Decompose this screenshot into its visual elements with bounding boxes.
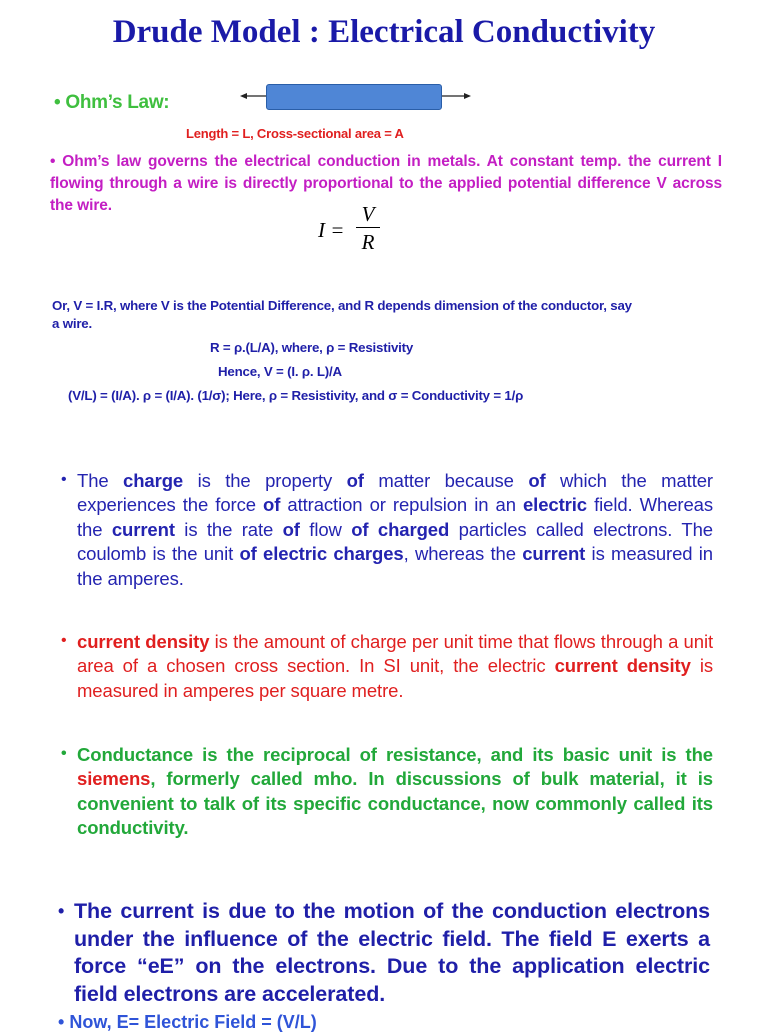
bullet-glyph: • [50, 153, 56, 170]
bullet-conductance [61, 743, 713, 841]
text-segment [368, 519, 377, 540]
bold-segment: charged [377, 518, 450, 540]
bullet-glyph: • [61, 745, 67, 762]
formula-denominator: R [361, 230, 375, 254]
bold-segment: of [263, 494, 281, 516]
wire-diagram [240, 82, 472, 110]
bullet-glyph: • [61, 471, 67, 488]
bold-segment: of [346, 470, 364, 491]
derivation-line-1: Or, V = I.R, where V is the Potential Difference, and R depends dimension of the conductor, say [52, 298, 632, 313]
ohms-law-statement-text: Ohm’s law governs the electrical conduction in metals. At constant temp. the current I flowing through a wire is directly proportional to the applied potential difference V across the wire. [50, 153, 722, 214]
bullet-glyph: • [61, 632, 67, 649]
wire-conductor [266, 84, 442, 110]
text-segment: is measured in amperes per square metre. [77, 655, 714, 701]
bold-segment: of [528, 470, 546, 491]
bullet-current-motion [58, 898, 710, 1008]
bullet-current-density [61, 630, 714, 703]
derivation-line-3: Hence, V = (I. ρ. L)/A [218, 364, 342, 379]
derivation-line-4: (V/L) = (I/A). ρ = (I/A). (1/σ); Here, ρ = Resistivity, and σ = Conductivity = 1/ρ [68, 388, 524, 403]
bullet-glyph: • [58, 901, 65, 921]
highlight-segment: siemens [77, 768, 151, 790]
text-segment: flow [299, 518, 352, 540]
text-segment: is the rate [174, 518, 283, 540]
bullet-glyph: • [58, 1012, 65, 1032]
bold-segment: of [282, 518, 300, 540]
bullet-charge [61, 469, 713, 591]
bold-segment: of [351, 518, 369, 540]
ohms-law-statement [50, 151, 722, 217]
text-segment: is the amount of charge per unit time that flows through a unit area of a chosen cross section. In SI unit, the electric [77, 631, 713, 677]
bold-segment: electric [522, 494, 587, 516]
text-segment: The current is due to the motion of the conduction electrons under the influence of the electric field. The field E exerts a force “eE” on the electrons. Due to the application electric field electrons are accelerated. [74, 899, 710, 1006]
ohms-law-heading-text: Ohm’s Law: [65, 92, 170, 113]
bold-segment: charge [123, 470, 184, 491]
text-segment: field. Whereas the [77, 494, 713, 540]
wire-dimension-label: Length = L, Cross-sectional area = A [186, 126, 404, 141]
bold-segment: current [111, 518, 175, 540]
bold-segment: current [522, 543, 586, 565]
text-segment: which the matter experiences the force [77, 470, 713, 516]
bold-segment: current density [77, 631, 210, 652]
bullet-partial [58, 1012, 317, 1033]
formula-fraction [356, 204, 380, 253]
bold-segment: current density [554, 655, 691, 677]
page-title: Drude Model : Electrical Conductivity [112, 14, 656, 50]
formula-numerator: V [361, 202, 375, 226]
derivation-line-2: R = ρ.(L/A), where, ρ = Resistivity [210, 340, 414, 355]
formula-lhs: I = [318, 218, 345, 242]
fraction-bar [356, 227, 380, 228]
text-segment: is measured in the amperes. [77, 543, 713, 589]
text-segment: is the property [183, 470, 347, 491]
text-segment: particles called electrons. The coulomb is the unit [77, 518, 713, 565]
bold-segment: of electric charges [239, 543, 404, 565]
text-segment: , whereas the [403, 543, 523, 565]
text-segment: Conductance is the reciprocal of resistance, and its basic unit is the [77, 744, 713, 765]
text-segment: Now, E= Electric Field = (V/L) [69, 1012, 317, 1032]
text-segment: attraction or repulsion in an [280, 494, 523, 516]
ohms-law-heading [54, 92, 169, 114]
derivation-line-1-cont: a wire. [52, 316, 92, 331]
bullet-glyph: • [54, 92, 61, 113]
text-segment: The [77, 470, 124, 491]
text-segment: , formerly called mho. In discussions of bulk material, it is convenient to talk of its specific conductance, now commonly called its conductivity. [77, 768, 713, 839]
text-segment: matter because [363, 470, 529, 491]
